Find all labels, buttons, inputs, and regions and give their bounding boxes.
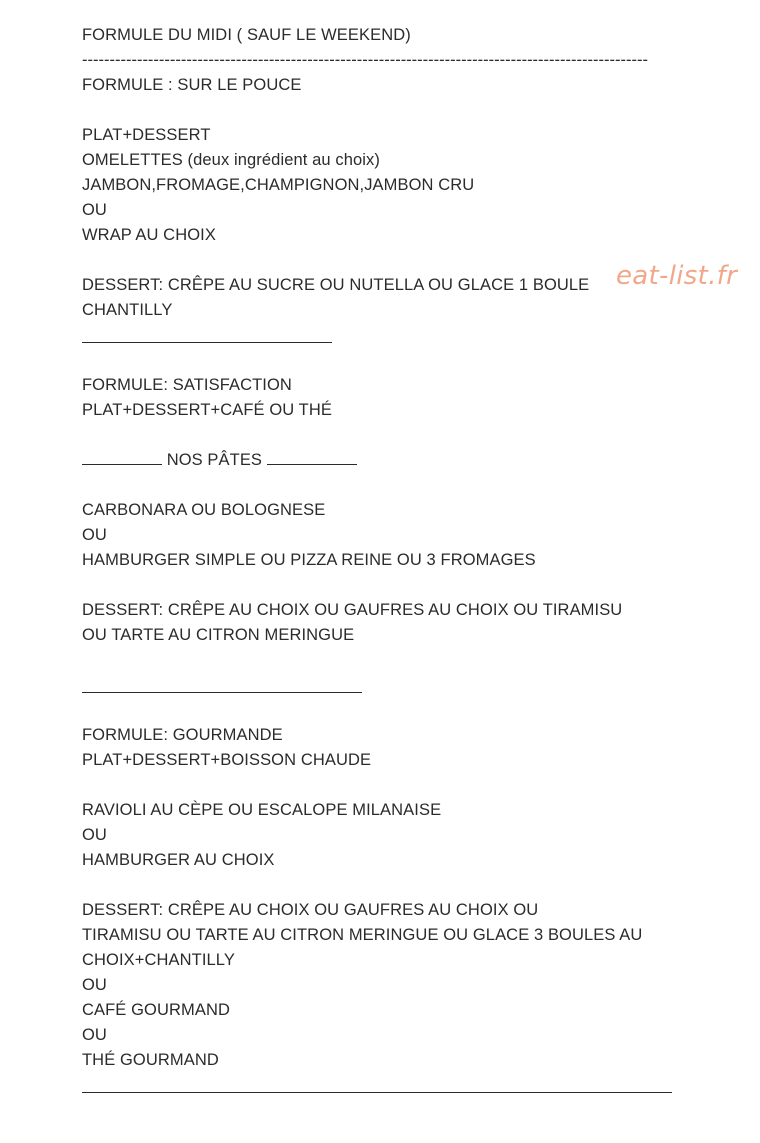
formule2-name: FORMULE: SATISFACTION <box>82 376 292 394</box>
pasta-heading <box>82 448 702 473</box>
formule3-alt: CAFÉ GOURMAND <box>82 1001 230 1019</box>
heading-underline-left <box>82 449 162 465</box>
section-divider <box>82 1073 702 1098</box>
formule3-dessert-line: TIRAMISU OU TARTE AU CITRON MERINGUE OU GLACE 3 BOULES AU <box>82 926 643 944</box>
spacer <box>82 573 702 598</box>
spacer <box>82 98 702 123</box>
spacer <box>82 648 702 673</box>
formule1-or: OU <box>82 201 107 219</box>
formule2-dessert-line: DESSERT: CRÊPE AU CHOIX OU GAUFRES AU CHOIX OU TIRAMISU <box>82 601 623 619</box>
spacer <box>82 473 702 498</box>
formule2-plat-line: HAMBURGER SIMPLE OU PIZZA REINE OU 3 FROMAGES <box>82 551 536 569</box>
formule3-composition: PLAT+DESSERT+BOISSON CHAUDE <box>82 751 372 769</box>
formule1-plat-line: JAMBON,FROMAGE,CHAMPIGNON,JAMBON CRU <box>82 176 475 194</box>
spacer <box>82 698 702 723</box>
formule2-or: OU <box>82 526 107 544</box>
watermark-logo: eat-list.fr <box>616 261 738 291</box>
formule3-or: OU <box>82 1026 107 1044</box>
menu-document <box>82 23 702 1098</box>
section-divider <box>82 323 702 348</box>
spacer <box>82 773 702 798</box>
formule1-plat-line: OMELETTES (deux ingrédient au choix) <box>82 151 380 169</box>
dash-separator: ------------------------------------------------------------------------------------------------------- <box>82 51 648 69</box>
formule2-composition: PLAT+DESSERT+CAFÉ OU THÉ <box>82 401 332 419</box>
formule3-plat-line: RAVIOLI AU CÈPE OU ESCALOPE MILANAISE <box>82 801 442 819</box>
formule3-alt: THÉ GOURMAND <box>82 1051 219 1069</box>
formule1-plat-line: WRAP AU CHOIX <box>82 226 216 244</box>
spacer <box>82 348 702 373</box>
spacer <box>82 423 702 448</box>
formule2-plat-line: CARBONARA OU BOLOGNESE <box>82 501 326 519</box>
spacer <box>82 873 702 898</box>
section-divider <box>82 673 702 698</box>
menu-title: FORMULE DU MIDI ( SAUF LE WEEKEND) <box>82 26 411 44</box>
formule1-dessert-line: DESSERT: CRÊPE AU SUCRE OU NUTELLA OU GLACE 1 BOULE <box>82 276 590 294</box>
divider-line <box>82 1092 672 1093</box>
pasta-heading-label: NOS PÂTES <box>166 451 263 469</box>
divider-line <box>82 692 362 693</box>
formule3-or: OU <box>82 826 107 844</box>
formule1-composition: PLAT+DESSERT <box>82 126 211 144</box>
formule3-plat-line: HAMBURGER AU CHOIX <box>82 851 275 869</box>
formule3-dessert-line: DESSERT: CRÊPE AU CHOIX OU GAUFRES AU CHOIX OU <box>82 901 539 919</box>
heading-underline-right <box>267 449 357 465</box>
formule3-dessert-line: CHOIX+CHANTILLY <box>82 951 235 969</box>
spacer <box>82 248 702 273</box>
formule3-name: FORMULE: GOURMANDE <box>82 726 283 744</box>
formule2-dessert-line: OU TARTE AU CITRON MERINGUE <box>82 626 355 644</box>
formule1-dessert-line: CHANTILLY <box>82 301 173 319</box>
divider-line <box>82 342 332 343</box>
formule1-name: FORMULE : SUR LE POUCE <box>82 76 302 94</box>
formule3-or: OU <box>82 976 107 994</box>
